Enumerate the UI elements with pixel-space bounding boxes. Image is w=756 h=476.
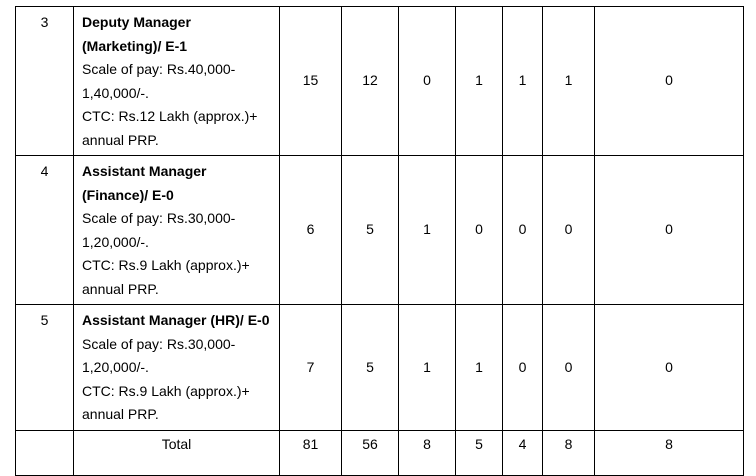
post-title-line: (Finance)/ E-0 xyxy=(82,186,174,203)
table-row xyxy=(16,305,744,431)
value-cell: 0 xyxy=(456,156,503,305)
value-cell: 0 xyxy=(399,7,456,156)
serial-number-cell: 5 xyxy=(16,305,74,431)
value-cell: 5 xyxy=(342,156,399,305)
value-cell: 1 xyxy=(399,156,456,305)
value-cell: 0 xyxy=(595,7,744,156)
value-cell: 5 xyxy=(342,305,399,431)
post-title-line: Assistant Manager (HR)/ E-0 xyxy=(82,312,270,328)
ctc-line: CTC: Rs.12 Lakh (approx.)+ xyxy=(82,108,258,124)
value-cell: 0 xyxy=(503,305,543,431)
empty-cell xyxy=(16,430,74,475)
ctc-line: annual PRP. xyxy=(82,280,159,297)
pay-scale-line: 1,40,000/-. xyxy=(82,84,149,101)
vacancy-table xyxy=(15,6,744,476)
value-cell: 7 xyxy=(280,305,342,431)
table-row xyxy=(16,156,744,305)
post-details-cell xyxy=(74,156,280,305)
value-cell: 0 xyxy=(595,156,744,305)
value-cell: 1 xyxy=(543,7,595,156)
table-row xyxy=(16,7,744,156)
total-value-cell: 4 xyxy=(503,430,543,475)
value-cell: 0 xyxy=(543,305,595,431)
total-row xyxy=(16,430,744,475)
value-cell: 1 xyxy=(399,305,456,431)
value-cell: 6 xyxy=(280,156,342,305)
pay-scale-line: Scale of pay: Rs.40,000- xyxy=(82,61,236,77)
total-value-cell: 8 xyxy=(595,430,744,475)
ctc-line: annual PRP. xyxy=(82,131,159,148)
pay-scale-line: 1,20,000/-. xyxy=(82,233,149,250)
value-cell: 12 xyxy=(342,7,399,156)
total-value-cell: 8 xyxy=(543,430,595,475)
post-title-line: Deputy Manager xyxy=(82,14,191,30)
post-details-cell xyxy=(74,305,280,431)
pay-scale-line: Scale of pay: Rs.30,000- xyxy=(82,210,236,226)
total-label: Total xyxy=(74,430,280,475)
value-cell: 0 xyxy=(595,305,744,431)
value-cell: 0 xyxy=(503,156,543,305)
value-cell: 0 xyxy=(543,156,595,305)
total-value-cell: 8 xyxy=(399,430,456,475)
post-title-line: Assistant Manager xyxy=(82,163,207,179)
value-cell: 1 xyxy=(456,305,503,431)
serial-number-cell: 3 xyxy=(16,7,74,156)
post-details-cell xyxy=(74,7,280,156)
value-cell: 1 xyxy=(456,7,503,156)
pay-scale-line: Scale of pay: Rs.30,000- xyxy=(82,335,236,352)
value-cell: 1 xyxy=(503,7,543,156)
ctc-line: CTC: Rs.9 Lakh (approx.)+ xyxy=(82,382,250,399)
ctc-line: annual PRP. xyxy=(82,406,159,422)
ctc-line: CTC: Rs.9 Lakh (approx.)+ xyxy=(82,257,250,273)
total-value-cell: 56 xyxy=(342,430,399,475)
post-title-line: (Marketing)/ E-1 xyxy=(82,37,188,54)
pay-scale-line: 1,20,000/-. xyxy=(82,359,149,375)
total-value-cell: 5 xyxy=(456,430,503,475)
serial-number-cell: 4 xyxy=(16,156,74,305)
value-cell: 15 xyxy=(280,7,342,156)
total-value-cell: 81 xyxy=(280,430,342,475)
